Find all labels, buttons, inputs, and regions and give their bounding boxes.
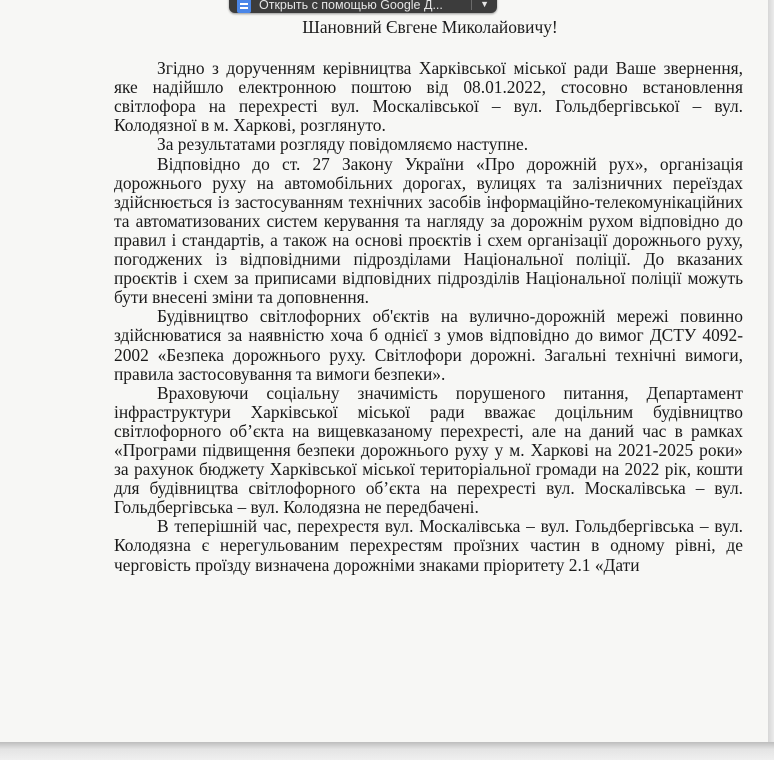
toolbar-divider [471, 0, 472, 10]
open-with-label: Открыть с помощью Google Д... [259, 0, 443, 12]
paragraph-current-state: В теперішній час, перехрестя вул. Москалівська – вул. Гольдбергівська – вул. Колодязна є нерегульованим перехрестям проїзних частин в одному рівні, де черговість проїзду визначена дорожніми знаками пріоритету 2.1 «Дати [114, 516, 743, 575]
google-docs-icon [237, 0, 251, 13]
paragraph-dstu-requirements: Будівництво світлофорних об'єктів на вулично-дорожній мережі повинно здійснюватися за наявністю хоча б однієї з умов відповідно до вимог ДСТУ 4092-2002 «Безпека дорожнього руху. Світлофори дорожні. Загальні технічні вимоги, правила застосовування та вимоги безпеки». [114, 306, 743, 384]
paragraph-funding: Враховуючи соціальну значимість порушеного питання, Департамент інфраструктури Харківської міської ради вважає доцільним будівництво світлофорного об’єкта на вищевказаному перехресті, але на даний час в рамках «Програми підвищення безпеки дорожнього руху у м. Харкові на 2021-2025 роки» за рахунок бюджету Харківської міської територіальної громади на 2022 рік, кошти для будівництва світлофорного об’єкта на перехресті вул. Москалівська – вул. Гольдбергівська – вул. Колодязна не передбачені. [114, 382, 743, 518]
page-bottom-shadow [0, 742, 774, 760]
page-edge [768, 0, 774, 742]
chevron-down-icon[interactable]: ▼ [480, 0, 489, 9]
open-with-button[interactable] [229, 0, 497, 13]
letter-body [114, 18, 743, 575]
salutation: Шановний Євгене Миколайовичу! [302, 17, 558, 37]
paragraph-request: Згідно з дорученням керівництва Харківської міської ради Ваше звернення, яке надійшло електронною поштою від 08.01.2022, стосовно встановлення світлофора на перехресті вул. Москалівської – вул. Гольдбергівської – вул. Колодязної в м. Харкові, розглянуто. [114, 58, 743, 136]
paragraph-law-article-27: Відповідно до ст. 27 Закону України «Про дорожній рух», організація дорожнього руху на автомобільних дорогах, вулицях та залізничних переїздах здійснюється із застосуванням технічних засобів інформаційно-телекомунікаційних та автоматизованих систем керування та нагляду за дорожнім рухом відповідно до правил і стандартів, а також на основі проєктів і схем організації дорожнього руху, погоджених із відповідними підрозділами Національної поліції. До вказаних проєктів і схем за приписами відповідних підрозділів Національної поліції можуть бути внесені зміни та доповнення. [114, 153, 743, 308]
paragraph-result-intro: За результатами розгляду повідомляємо наступне. [157, 134, 529, 155]
